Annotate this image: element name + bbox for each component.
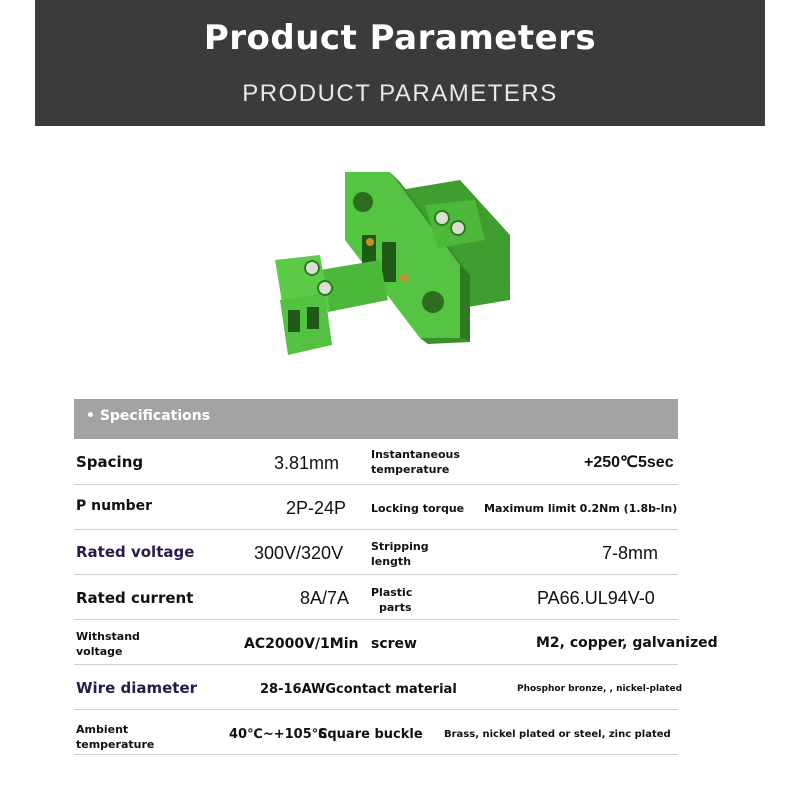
spec-key: length xyxy=(371,555,412,568)
spec-row xyxy=(74,529,678,575)
spec-value: 8A/7A xyxy=(300,588,350,608)
spec-value: 2P-24P xyxy=(286,498,347,518)
spec-key: Ambient xyxy=(76,723,129,736)
spec-key: temperature xyxy=(76,738,155,751)
spec-key: Rated current xyxy=(76,589,194,607)
spec-key: Plastic xyxy=(371,586,413,599)
page-title: Product Parameters xyxy=(203,18,597,58)
spec-row xyxy=(74,439,678,485)
spec-key: P number xyxy=(76,498,153,514)
spec-key: Rated voltage xyxy=(76,543,195,561)
spec-key: Wire diameter xyxy=(76,679,198,697)
spec-value: M2, copper, galvanized xyxy=(536,635,718,651)
page-subtitle: PRODUCT PARAMETERS xyxy=(242,80,558,107)
spec-row xyxy=(74,619,718,665)
spec-row xyxy=(74,709,678,755)
spec-key: Stripping xyxy=(371,540,429,553)
spec-value: +250℃5sec xyxy=(584,454,674,471)
spec-value: PA66.UL94V-0 xyxy=(537,588,655,608)
spec-value: 28-16AWG xyxy=(260,682,337,697)
spec-key: Instantaneous xyxy=(371,448,460,461)
spec-key: Locking torque xyxy=(371,502,465,515)
spec-key: screw xyxy=(371,636,417,652)
spec-key: contact material xyxy=(336,682,457,697)
spec-value: 40℃~+105℃ xyxy=(229,727,328,742)
spec-row xyxy=(74,664,683,710)
spec-row xyxy=(74,484,678,530)
spec-value: Brass, nickel plated or steel, zinc plated xyxy=(444,729,671,740)
connector-product-image xyxy=(260,160,540,360)
spec-key: Withstand xyxy=(76,630,140,643)
spec-value: AC2000V/1Min xyxy=(244,636,359,652)
spec-value: 7-8mm xyxy=(602,543,659,563)
spec-value: 3.81mm xyxy=(274,453,340,473)
header-banner xyxy=(35,0,765,126)
specifications-header xyxy=(74,399,678,439)
spec-value: Phosphor bronze, , nickel-plated xyxy=(517,684,683,694)
specifications-heading: • Specifications xyxy=(86,408,211,424)
spec-key: Square buckle xyxy=(318,727,423,742)
spec-key: temperature xyxy=(371,463,450,476)
spec-value: 300V/320V xyxy=(254,543,344,563)
spec-key: parts xyxy=(379,601,412,614)
spec-key: voltage xyxy=(76,645,123,658)
spec-row xyxy=(74,574,678,620)
spec-value: Maximum limit 0.2Nm (1.8b-ln) xyxy=(484,502,678,515)
spec-key: Spacing xyxy=(76,453,144,471)
